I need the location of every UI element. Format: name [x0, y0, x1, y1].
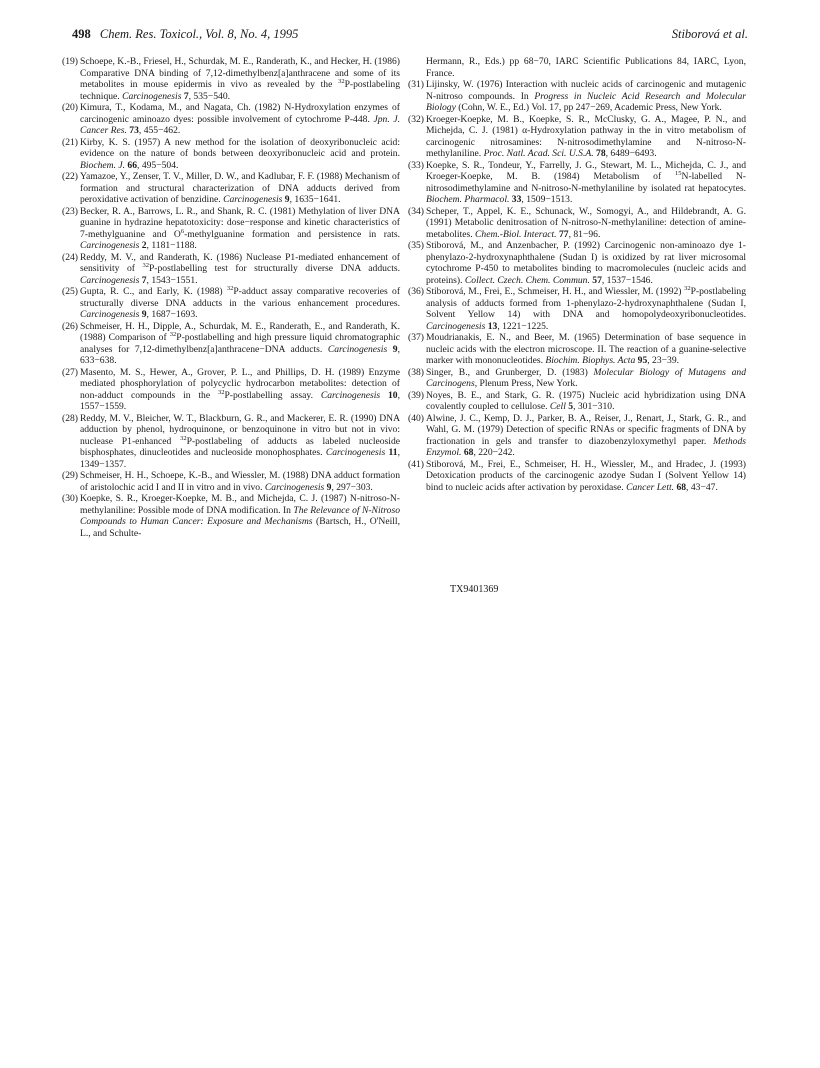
reference-text: Carcinogenesis: [80, 309, 142, 320]
reference-text: , 1181−1188.: [146, 240, 197, 251]
reference-text: 68: [676, 481, 687, 493]
reference-text: Carcinogenesis: [325, 447, 389, 458]
reference-text: -methylguanine formation and persistence in rats.: [184, 228, 400, 240]
reference-text: Carcinogenesis: [223, 194, 285, 205]
reference-number: (31): [408, 79, 424, 90]
reference-number: (28): [62, 412, 78, 424]
reference-text: 7: [183, 90, 189, 102]
reference-text: (Bartsch, H., O'Neill, L., and Schulte-: [80, 516, 401, 539]
reference-entry: [408, 458, 746, 494]
reference-text: 15: [675, 169, 682, 177]
reference-number: (29): [62, 470, 78, 481]
reference-text: Reddy, M. V., and Randerath, K. (1986) Nuclease P1-mediated enhancement of sensitivity of: [80, 251, 400, 274]
reference-text: Chem.-Biol. Interact.: [475, 228, 559, 240]
reference-text: 57: [592, 274, 602, 286]
reference-number: (19): [62, 56, 78, 67]
reference-number: (36): [408, 286, 424, 297]
reference-text: P-postlabelling assay.: [224, 389, 321, 401]
reference-text: 32: [338, 77, 345, 85]
reference-text: Kroeger-Koepke, M. B., Koepke, S. R., McClusky, G. A., Magee, P. N., and Michejda, C. J. (1981) α-Hydroxylation pathway in the in vitro metabolism of carcinogenic nitrosamines: N-nitrosodimethylamine and N-nitroso-N-methylaniline.: [426, 113, 746, 159]
reference-text: Schmeiser, H. H., Dipple, A., Schurdak, M. E., Randerath, E., and Randerath, K. (1988) Comparison of: [80, 320, 400, 343]
reference-text: , 495−504.: [137, 159, 179, 171]
reference-text: 33: [511, 194, 522, 205]
reference-text: Cell: [549, 401, 569, 412]
reference-text: Kimura, T., Kodama, M., and Nagata, Ch. (1982) N-Hydroxylation enzymes of carcinogenic aminoazo dyes: possible involvement of cytochrome P-448.: [80, 102, 400, 125]
reference-text: Biochem. Pharmacol.: [426, 194, 512, 205]
reference-text: Singer, B., and Grunberger, D. (1983): [426, 366, 594, 378]
document-code: TX9401369: [450, 584, 499, 595]
page-number: 498: [72, 27, 91, 41]
reference-text: 13: [487, 320, 498, 332]
reference-number: (34): [408, 205, 424, 217]
reference-text: , 1635−1641.: [289, 194, 341, 205]
reference-number: (35): [408, 240, 424, 251]
running-authors: Stiborová et al.: [671, 27, 748, 41]
reference-number: (41): [408, 458, 424, 470]
reference-entry: [62, 366, 400, 413]
reference-text: Alwine, J. C., Kemp, D. J., Parker, B. A., Reiser, J., Renart, J., Stark, G. R., and Wahl, G. M. (1979) Detection of specific RNAs or specific fragments of DNA by fractionation in gels and transfer to diazobenzyloxymethyl paper.: [426, 412, 746, 447]
reference-text: Reddy, M. V., Bleicher, W. T., Blackburn, G. R., and Mackerer, E. R. (1990) DNA adduction by phenol, hydroquinone, or benzoquinone in vitro but not in vivo: nuclease P1-enhanced: [80, 412, 400, 447]
reference-text: 5: [568, 401, 574, 412]
reference-text: N-labelled N-nitrosodimethylamine and N-nitroso-N-methylaniline by isolated rat hepatocytes.: [426, 171, 746, 194]
reference-number: (23): [62, 205, 78, 217]
reference-text: P-postlabeling analysis of adducts formed from 1-phenylazo-2-hydroxynaphthalene (Sudan I, Solvent Yellow 14) with DNA and homopolydeoxyribonucleotides.: [426, 286, 746, 320]
reference-text: Biochem. J.: [80, 159, 128, 171]
reference-entry: [62, 136, 400, 172]
reference-text: 32: [142, 261, 149, 269]
reference-text: , 301−310.: [573, 401, 615, 412]
reference-text: 9: [284, 194, 290, 205]
reference-text: Scheper, T., Appel, K. E., Schunack, W., Somogyi, A., and Hildebrandt, A. G. (1991) Metabolic denitrosation of N-nitroso-N-methylaniline: detection of amine-metabolites.: [426, 205, 746, 240]
reference-text: 32: [684, 284, 691, 292]
reference-text: 32: [169, 330, 177, 338]
reference-text: Hermann, R., Eds.) pp 68−70, IARC Scientific Publications 84, IARC, Lyon, France.: [426, 56, 746, 79]
reference-text: Collect. Czech. Chem. Commun.: [464, 274, 593, 286]
reference-text: 11: [388, 447, 398, 458]
reference-text: , 297−303.: [331, 481, 373, 493]
reference-text: Jpn. J. Cancer Res.: [80, 113, 400, 136]
reference-text: 9: [392, 343, 398, 355]
reference-entry: [408, 79, 746, 114]
reference-text: Proc. Natl. Acad. Sci. U.S.A.: [483, 148, 597, 159]
reference-text: Cancer Lett.: [626, 481, 677, 493]
reference-text: 77: [558, 228, 569, 240]
reference-number: (32): [408, 113, 424, 125]
reference-text: , Plenum Press, New York.: [474, 378, 578, 389]
reference-text: , 6489−6493.: [605, 148, 657, 159]
reference-entry: [408, 205, 746, 241]
reference-text: , 220−242.: [473, 447, 515, 458]
reference-text: 10: [388, 389, 398, 401]
reference-text: , 1221−1225.: [497, 320, 549, 332]
reference-number: (27): [62, 366, 78, 378]
reference-text: , 23−39.: [647, 355, 680, 366]
reference-number: (26): [62, 320, 78, 332]
reference-entry: [62, 470, 400, 493]
reference-entry: [62, 102, 400, 137]
reference-text: Moudrianakis, E. N., and Beer, M. (1965) Determination of base sequence in nucleic acids with the electron microscope. II. The reaction of a guanine-selective marker with mononucleotides.: [426, 332, 746, 366]
reference-text: Koepke, S. R., Tondeur, Y., Farrelly, J. G., Stewart, M. L., Michejda, C. J., and Kroeger-Koepke, M. B. (1984) Metabolism of: [426, 159, 746, 182]
reference-text: P-postlabeling of adducts as labeled nucleoside bisphosphates, dinucleotides and nucleoside monophosphates.: [80, 435, 400, 458]
reference-text: Carcinogenesis: [80, 274, 142, 286]
reference-text: Noyes, B. E., and Stark, G. R. (1975) Nucleic acid hybridization using DNA covalently coupled to cellulose.: [426, 389, 746, 412]
reference-text: Carcinogenesis: [327, 343, 393, 355]
reference-text: Carcinogenesis: [80, 240, 142, 251]
reference-text: 66: [127, 159, 138, 171]
reference-number: (37): [408, 332, 424, 343]
reference-text: Yamazoe, Y., Zenser, T. V., Miller, D. W., and Kadlubar, F. F. (1988) Mechanism of formation and structural characterization of DNA adducts derived from peroxidative activation of benzidine.: [80, 171, 400, 205]
reference-text: P-postlabelling test for structurally diverse DNA adducts.: [148, 263, 400, 274]
reference-text: 68: [463, 447, 474, 458]
reference-text: Molecular Biology of Mutagens and Carcinogens: [426, 366, 746, 389]
reference-text: , 1687−1693.: [146, 309, 198, 320]
reference-entry: [408, 284, 746, 332]
reference-text: Carcinogenesis: [320, 389, 388, 401]
reference-text: Stiborová, M., Frei, E., Schmeiser, H. H., and Wiessler, M. (1992): [426, 286, 685, 297]
reference-text: Stiborová, M., and Anzenbacher, P. (1992) Carcinogenic non-aminoazo dye 1-phenylazo-2-hydroxynaphthalene (Sudan I) is oxidized by rat liver microsomal cytochrome P-450 to metabolites binding to macromolecules (nucleic acids and proteins).: [426, 240, 746, 286]
reference-entry: [408, 332, 746, 367]
reference-text: , 81−96.: [568, 228, 601, 240]
reference-text: 32: [226, 284, 234, 292]
journal-citation: Chem. Res. Toxicol., Vol. 8, No. 4, 1995: [99, 27, 299, 41]
reference-text: (Cohn, W. E., Ed.) Vol. 17, pp 247−269, Academic Press, New York.: [455, 102, 722, 113]
reference-number: (40): [408, 412, 424, 424]
reference-entry: [408, 389, 746, 413]
reference-number: (21): [62, 136, 78, 148]
reference-number: (20): [62, 102, 78, 113]
reference-entry: [408, 412, 746, 459]
reference-text: Progress in Nucleic Acid Research and Molecular Biology: [426, 90, 746, 113]
reference-text: 9: [141, 309, 147, 320]
reference-number: (22): [62, 171, 78, 182]
reference-text: Stiborová, M., Frei, E., Schmeiser, H. H., Wiessler, M., and Hradec, J. (1993) Detoxication products of the carcinogenic azodye Sudan I (Solvent Yellow 14) bind to nucleic acids after activation by peroxidase.: [426, 458, 746, 493]
reference-text: Biochim. Biophys. Acta: [545, 355, 638, 366]
reference-text: 2: [141, 240, 147, 251]
reference-number: (39): [408, 389, 424, 401]
reference-text: Carcinogenesis: [122, 90, 184, 102]
reference-entry: [62, 284, 401, 321]
reference-text: , 1509−1513.: [521, 194, 573, 205]
reference-text: , 1537−1546.: [601, 274, 653, 286]
reference-text: P-adduct assay comparative recoveries of structurally diverse DNA adducts in the various enhancement procedures.: [80, 286, 401, 309]
reference-text: Schmeiser, H. H., Schoepe, K.-B., and Wiessler, M. (1988) DNA adduct formation of aristolochic acid I and II in vitro and in vivo.: [80, 470, 400, 493]
reference-text: P-postlabeling technique.: [80, 79, 400, 102]
reference-text: , 1543−1551.: [146, 274, 198, 286]
reference-number: (33): [408, 159, 424, 171]
reference-entry: [408, 113, 746, 160]
reference-text: 7: [141, 274, 147, 286]
reference-text: 95: [637, 355, 648, 366]
reference-entry: [62, 412, 400, 471]
reference-entry: [426, 56, 746, 79]
reference-entry: [408, 159, 746, 206]
reference-entry: [62, 56, 400, 102]
reference-text: Schoepe, K.-B., Friesel, H., Schurdak, M. E., Randerath, K., and Hecker, H. (1986) Comparative DNA binding of 7,12-dimethylbenz[a]anthracene and some of its metabolites in mouse epidermis in vivo as revealed by the: [80, 56, 400, 90]
reference-text: 32: [217, 388, 225, 396]
reference-number: (24): [62, 251, 78, 263]
reference-entry: [62, 251, 400, 287]
reference-text: Carcinogenesis: [264, 481, 327, 493]
reference-text: Methods Enzymol.: [426, 435, 746, 458]
reference-entry: [62, 493, 401, 539]
reference-text: The Relevance of N-Nitroso Compounds to Human Cancer: Exposure and Mechanisms: [80, 504, 400, 527]
reference-text: Gupta, R. C., and Early, K. (1988): [80, 286, 227, 297]
reference-text: Kirby, K. S. (1957) A new method for the isolation of deoxyribonucleic acid: evidence on the nature of bonds between deoxyribonucleic acid and protein.: [80, 136, 400, 159]
reference-entry: [62, 205, 400, 252]
reference-text: Masento, M. S., Hewer, A., Grover, P. L., and Phillips, D. H. (1989) Enzyme mediated phosphorylation of polycyclic hydrocarbon metabolites: detection of non-adduct compounds in the: [80, 366, 400, 401]
reference-text: 6: [180, 227, 185, 235]
reference-text: Becker, R. A., Barrows, L. R., and Shank, R. C. (1981) Methylation of liver DNA guanine in hydrazine hepatotoxicity: dose−response and kinetic characteristics of 7-methylguanine and O: [80, 205, 400, 240]
reference-text: Carcinogenesis: [426, 320, 488, 332]
reference-text: 73: [129, 125, 139, 136]
reference-entry: [62, 320, 401, 367]
reference-text: 32: [180, 434, 187, 442]
reference-text: , 43−47.: [686, 481, 718, 493]
reference-text: , 1557−1559.: [80, 389, 400, 412]
reference-number: (25): [62, 286, 78, 297]
reference-text: Lijinsky, W. (1976) Interaction with nucleic acids of carcinogenic and mutagenic N-nitroso compounds. In: [426, 79, 746, 102]
reference-text: , 633−638.: [80, 343, 400, 366]
reference-entry: [408, 366, 746, 390]
references-left-column: [62, 56, 401, 539]
reference-text: , 455−462.: [138, 125, 181, 136]
reference-entry: [408, 240, 746, 286]
references-right-column: [408, 56, 746, 493]
reference-text: 9: [326, 481, 332, 493]
reference-text: 78: [596, 148, 606, 159]
reference-text: , 535−540.: [188, 90, 231, 102]
reference-entry: [62, 171, 400, 206]
reference-text: , 1349−1357.: [80, 447, 400, 470]
running-header: [72, 27, 748, 45]
reference-text: Koepke, S. R., Kroeger-Koepke, M. B., and Michejda, C. J. (1987) N-nitroso-N-methylaniline: Possible mode of DNA modification. In: [80, 493, 400, 516]
reference-number: (30): [62, 493, 78, 504]
reference-number: (38): [408, 366, 424, 378]
reference-text: P-postlabelling and high pressure liquid chromatographic analyses for 7,12-dimethylbenz[a]anthracene−DNA adducts.: [80, 332, 401, 355]
